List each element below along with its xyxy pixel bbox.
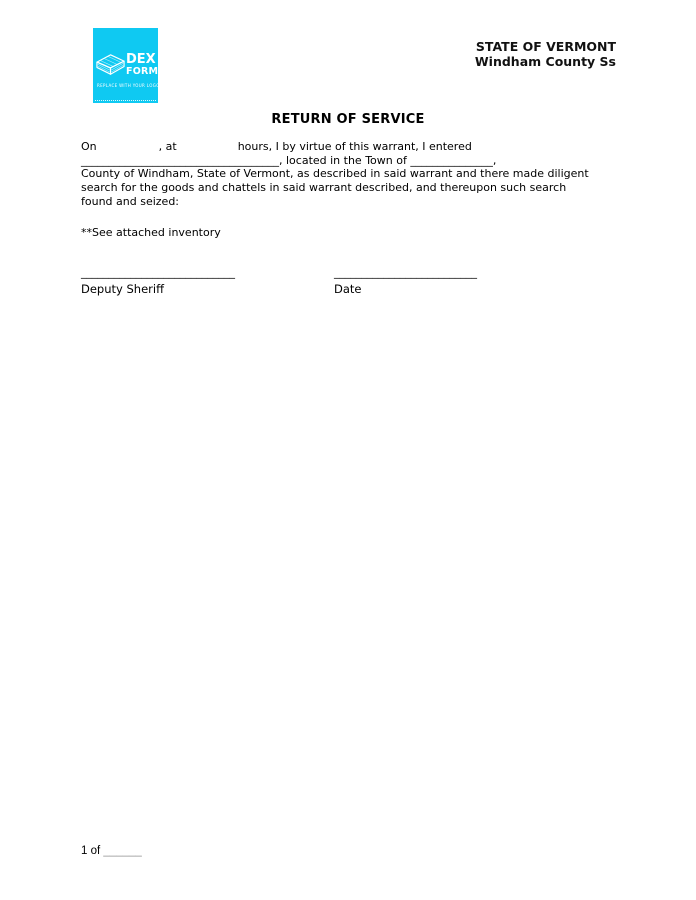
logo-dotted-divider (95, 100, 156, 101)
date-blank (97, 149, 159, 150)
document-header (475, 40, 616, 69)
total-pages-blank: ______ (103, 845, 142, 857)
logo-tagline: REPLACE WITH YOUR LOGO (97, 83, 160, 88)
header-state-line: STATE OF VERMONT (475, 39, 616, 54)
deputy-sheriff-label: Deputy Sheriff (81, 282, 164, 296)
page-number-text: 1 of (81, 845, 101, 857)
logo-name-line2: FORM (126, 66, 159, 77)
page-number (81, 845, 142, 857)
body-line-5: found and seized: (81, 194, 180, 208)
body-text-warrant: hours, I by virtue of this warrant, I entered (237, 140, 472, 153)
body-paragraph (81, 140, 626, 209)
logo-name (126, 53, 158, 77)
date-label: Date (334, 282, 362, 296)
date-signature-line: __________________________ (334, 266, 477, 279)
body-line-2 (81, 154, 626, 168)
body-text-on: On (81, 140, 97, 153)
town-blank: _______________ (410, 153, 493, 167)
header-county-line: Windham County Ss (474, 53, 616, 69)
time-blank (177, 149, 238, 150)
body-line2-comma: , (492, 153, 497, 167)
location-blank: ____________________________________ (81, 153, 279, 167)
dexform-logo (93, 28, 158, 103)
date-signature (334, 267, 477, 296)
inventory-note: **See attached inventory (81, 226, 221, 239)
body-line-4: search for the goods and chattels in said warrant described, and thereupon such search (81, 181, 567, 195)
deputy-sheriff-signature (81, 267, 235, 296)
body-line-3: County of Windham, State of Vermont, as described in said warrant and there made diligent (81, 167, 589, 181)
body-text-town: , located in the Town of (279, 153, 411, 167)
body-line-1 (81, 140, 626, 154)
page-title: RETURN OF SERVICE (271, 112, 425, 127)
deputy-sheriff-signature-line: ____________________________ (81, 266, 235, 279)
body-text-at: , at (158, 140, 177, 153)
box-icon (95, 51, 126, 79)
logo-name-line1: DEX (126, 52, 156, 67)
